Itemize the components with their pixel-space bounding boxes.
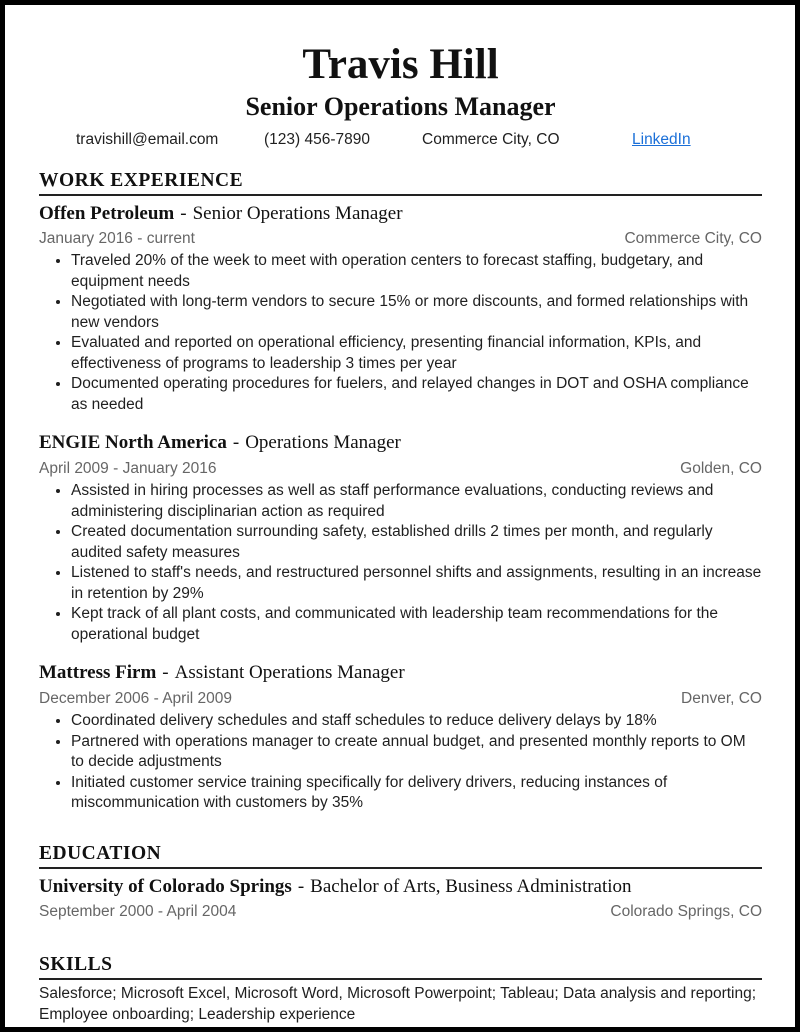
list-item: • Negotiated with long-term vendors to secure 15% or more discounts, and formed relationships with new vendors (71, 292, 762, 333)
job-separator: - (180, 203, 187, 224)
skills-heading: SKILLS (39, 954, 762, 980)
job-dates: April 2009 - January 2016 (39, 460, 217, 477)
job-dates: December 2006 - April 2009 (39, 690, 233, 707)
job-location: Commerce City, CO (624, 230, 762, 247)
education-heading: EDUCATION (39, 843, 762, 869)
education-location: Colorado Springs, CO (610, 903, 762, 920)
contact-phone: (123) 456-7890 (264, 131, 370, 148)
work-experience-heading: WORK EXPERIENCE (39, 170, 762, 196)
contact-location: Commerce City, CO (422, 131, 560, 148)
list-item: • Evaluated and reported on operational efficiency, presenting financial information, KPIs, and effectiveness of programs to leadership 3 times per year (71, 333, 762, 374)
list-item: • Partnered with operations manager to create annual budget, and presented monthly reports to OM to decide adjustments (71, 732, 762, 773)
job-location: Denver, CO (681, 690, 762, 707)
job-company: ENGIE North America (39, 432, 227, 453)
list-item: • Created documentation surrounding safety, established drills 2 times per month, and regularly audited safety measures (71, 522, 762, 563)
job-dates: January 2016 - current (39, 230, 195, 247)
job-bullets (39, 251, 762, 415)
list-item: • Traveled 20% of the week to meet with operation centers to forecast staffing, budgetary, and equipment needs (71, 251, 762, 292)
job-role: Assistant Operations Manager (174, 662, 405, 683)
skills-text: Salesforce; Microsoft Excel, Microsoft Word, Microsoft Powerpoint; Tableau; Data analysis and reporting; Employee onboarding; Leadership experience (39, 985, 757, 1023)
job-role: Operations Manager (245, 432, 401, 453)
list-item: • Initiated customer service training specifically for delivery drivers, reducing instances of miscommunication with customers by 35% (71, 773, 762, 814)
job-bullets (39, 711, 762, 814)
education-school: University of Colorado Springs (39, 876, 292, 897)
job-meta (39, 689, 762, 709)
job-location: Golden, CO (680, 460, 762, 477)
job-meta (39, 459, 762, 479)
list-item: • Kept track of all plant costs, and communicated with leadership team recommendations for the operational budget (71, 604, 762, 645)
education-degree: Bachelor of Arts, Business Administration (310, 876, 632, 897)
list-item: • Documented operating procedures for fuelers, and relayed changes in DOT and OSHA compliance as needed (71, 374, 762, 415)
education-separator: - (297, 876, 305, 897)
job-header (39, 661, 762, 685)
linkedin-link[interactable]: LinkedIn (632, 131, 691, 148)
job-header (39, 431, 762, 455)
candidate-name: Travis Hill (302, 41, 499, 88)
education-meta (39, 902, 762, 922)
job-bullets (39, 481, 762, 645)
job-header (39, 202, 762, 226)
job-company: Mattress Firm (39, 662, 157, 683)
job-company: Offen Petroleum (39, 203, 175, 224)
list-item: • Listened to staff's needs, and restructured personnel shifts and assignments, resulting in an increase in retention by 29% (71, 563, 762, 604)
job-meta (39, 229, 762, 249)
contact-email: travishill@email.com (76, 131, 219, 148)
list-item: • Assisted in hiring processes as well as staff performance evaluations, conducting reviews and administering disciplinarian action as required (71, 481, 762, 522)
candidate-title: Senior Operations Manager (245, 92, 556, 121)
job-separator: - (232, 432, 240, 453)
job-role: Senior Operations Manager (192, 203, 403, 224)
education-header (39, 875, 762, 899)
list-item: • Coordinated delivery schedules and staff schedules to reduce delivery delays by 18% (71, 711, 762, 732)
education-dates: September 2000 - April 2004 (39, 903, 237, 920)
job-separator: - (162, 662, 169, 683)
